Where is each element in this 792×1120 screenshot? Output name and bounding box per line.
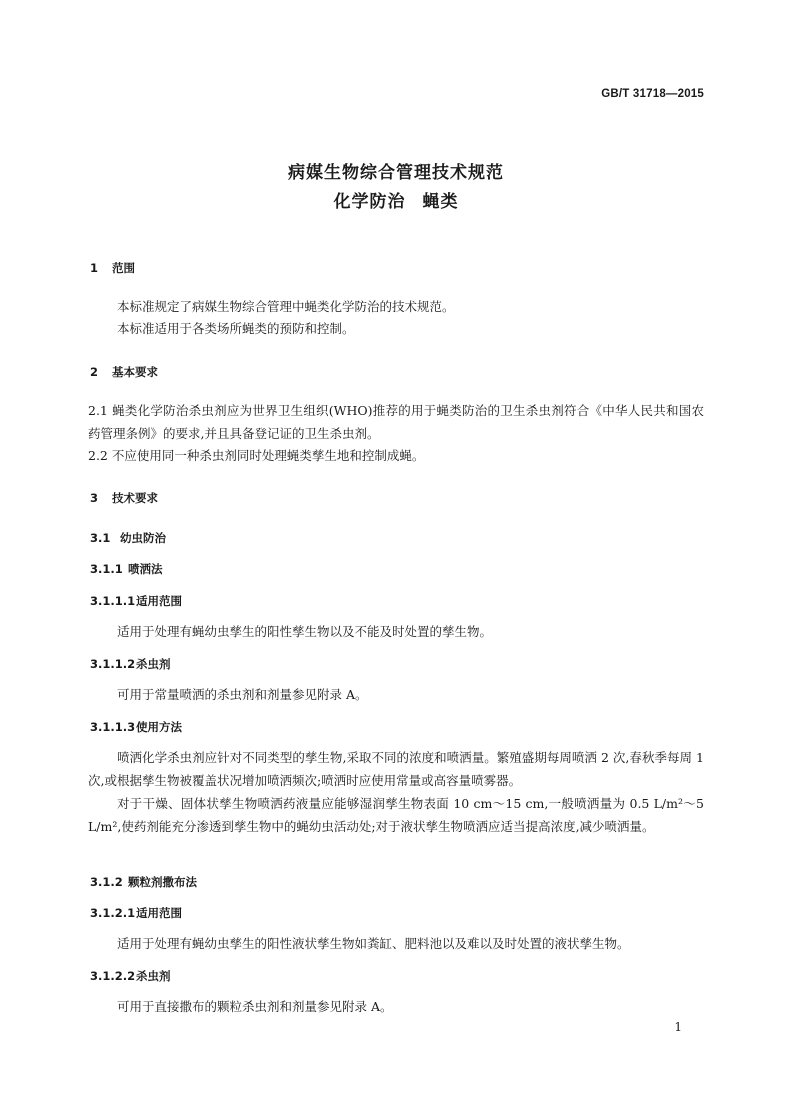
section-number: 3.1.1.1 [90, 594, 136, 608]
paragraph: 可用于常量喷洒的杀虫剂和剂量参见附录 A。 [117, 687, 368, 702]
section-number: 3.1.1.3 [90, 720, 136, 734]
section-2-heading [90, 364, 158, 380]
section-3-1-1-heading [90, 561, 163, 577]
section-number: 3.1.2 [90, 875, 123, 889]
section-3-1-2-heading [90, 874, 197, 890]
section-title: 杀虫剂 [136, 969, 171, 983]
section-title: 使用方法 [136, 720, 182, 734]
clause-2-1: 2.1 蝇类化学防治杀虫剂应为世界卫生组织(WHO)推荐的用于蝇类防治的卫生杀虫剂符合《中华人民共和国农药管理条例》的要求,并且具备登记证的卫生杀虫剂。 [88, 403, 704, 441]
section-3-1-2-2-heading [90, 968, 171, 984]
paragraph: 可用于直接撒布的颗粒杀虫剂和剂量参见附录 A。 [117, 999, 393, 1014]
document-subtitle: 化学防治 蝇类 [333, 192, 459, 212]
paragraph: 适用于处理有蝇幼虫孳生的阳性孳生物以及不能及时处置的孳生物。 [117, 624, 493, 639]
section-title: 范围 [112, 261, 135, 275]
section-title: 喷洒法 [128, 562, 163, 576]
section-number: 3 [90, 491, 99, 505]
section-number: 3.1.1.2 [90, 657, 136, 671]
section-number: 3.1.2.1 [90, 906, 136, 920]
paragraph: 本标准规定了病媒生物综合管理中蝇类化学防治的技术规范。 [117, 299, 455, 314]
section-3-1-2-1-heading [90, 905, 182, 921]
paragraph: 对于干燥、固体状孳生物喷洒药液量应能够湿润孳生物表面 10 cm～15 cm,一般喷洒量为 0.5 L/m²～5 L/m²,使药剂能充分渗透到孳生物中的蝇幼虫活动处;对于液状孳生物喷洒应适当提高浓度,减少喷洒量。 [88, 796, 704, 834]
section-3-1-1-3-heading [90, 719, 182, 735]
paragraph: 喷洒化学杀虫剂应针对不同类型的孳生物,采取不同的浓度和喷洒量。繁殖盛期每周喷洒 2 次,春秋季每周 1 次,或根据孳生物被覆盖状况增加喷洒频次;喷洒时应使用常量或高容量喷雾器。 [88, 750, 704, 788]
standard-number: GB/T 31718—2015 [601, 88, 704, 100]
section-1-heading [90, 260, 135, 276]
section-3-1-heading [90, 530, 166, 546]
section-number: 3.1.2.2 [90, 969, 136, 983]
paragraph: 本标准适用于各类场所蝇类的预防和控制。 [117, 321, 355, 336]
section-3-1-1-2-heading [90, 656, 171, 672]
section-title: 基本要求 [112, 365, 158, 379]
section-title: 杀虫剂 [136, 657, 171, 671]
section-title: 幼虫防治 [120, 531, 166, 545]
section-title: 适用范围 [136, 594, 182, 608]
paragraph: 适用于处理有蝇幼虫孳生的阳性液状孳生物如粪缸、肥料池以及难以及时处置的液状孳生物。 [117, 936, 630, 951]
section-title: 技术要求 [112, 491, 158, 505]
section-number: 3.1 [90, 531, 111, 545]
section-3-1-1-1-heading [90, 593, 182, 609]
section-title: 颗粒剂撒布法 [128, 875, 197, 889]
clause-2-2: 2.2 不应使用同一种杀虫剂同时处理蝇类孳生地和控制成蝇。 [88, 448, 425, 463]
section-title: 适用范围 [136, 906, 182, 920]
section-number: 2 [90, 365, 99, 379]
section-3-heading [90, 490, 158, 506]
page-number: 1 [674, 1020, 682, 1034]
section-number: 1 [90, 261, 99, 275]
section-number: 3.1.1 [90, 562, 123, 576]
document-title: 病媒生物综合管理技术规范 [288, 163, 504, 183]
